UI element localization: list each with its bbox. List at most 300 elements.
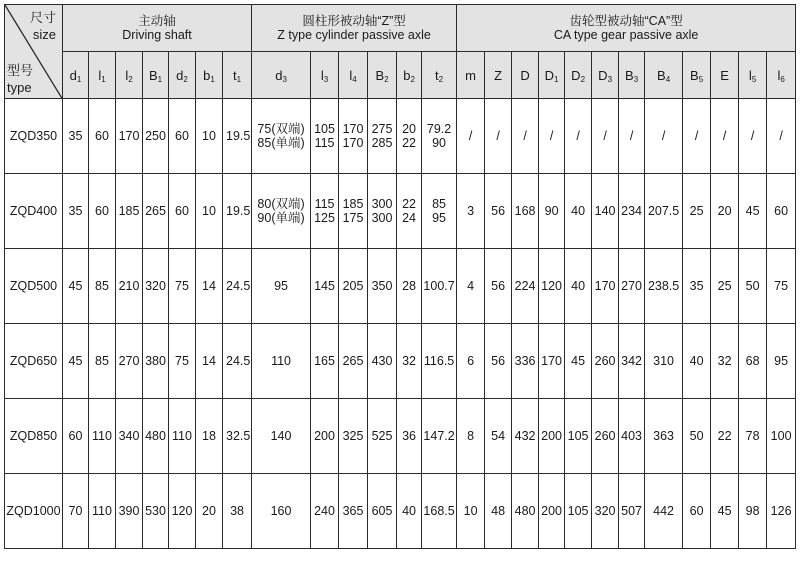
cell-value: 234 — [621, 204, 643, 218]
column-subscript: 2 — [438, 74, 444, 84]
value-cell — [311, 324, 339, 399]
value-cell — [89, 249, 116, 324]
cell-value: 75 — [175, 354, 189, 368]
column-symbol: l — [125, 67, 129, 83]
value-cell — [711, 399, 739, 474]
model-type-cell: ZQD850 — [5, 399, 63, 474]
column-subscript: 2 — [384, 74, 389, 84]
cell-value: 22 — [717, 429, 732, 443]
value-cell — [767, 99, 796, 174]
cell-value: 22 — [402, 136, 416, 150]
cell-value: 310 — [653, 354, 675, 368]
cell-value: 140 — [594, 204, 616, 218]
cell-value: 160 — [270, 504, 292, 518]
group-header-row — [5, 5, 796, 52]
cell-value: 110 — [92, 429, 112, 443]
cell-value: 270 — [118, 354, 140, 368]
value-cell — [397, 99, 422, 174]
cell-value: 325 — [342, 429, 364, 443]
cell-value: / — [750, 129, 755, 143]
cell-value: 45 — [717, 504, 732, 518]
value-cell — [592, 99, 619, 174]
column-symbol: d — [176, 67, 184, 83]
column-subscript: 3 — [633, 74, 639, 84]
cell-value: 507 — [621, 504, 643, 518]
value-cell — [683, 324, 711, 399]
cell-value: 32.5 — [226, 429, 251, 443]
value-cell — [565, 249, 592, 324]
value-cell — [89, 99, 116, 174]
model-type-cell: ZQD350 — [5, 99, 63, 174]
value-cell — [63, 99, 89, 174]
value-cell — [739, 174, 767, 249]
value-cell — [739, 399, 767, 474]
value-cell — [645, 474, 683, 549]
cell-value: 40 — [571, 204, 586, 218]
cell-value: 85(单端) — [257, 136, 305, 150]
value-cell — [368, 324, 397, 399]
cell-value: 165 — [314, 354, 335, 368]
value-cell — [422, 99, 457, 174]
value-cell — [252, 324, 311, 399]
cell-value: 40 — [402, 504, 416, 518]
column-header — [512, 52, 539, 99]
cell-value: 185 — [118, 204, 140, 218]
value-cell — [683, 174, 711, 249]
cell-value: 403 — [621, 429, 643, 443]
cell-value: 20 — [202, 504, 216, 518]
value-cell — [89, 474, 116, 549]
cell-value: 45 — [68, 354, 83, 368]
column-symbol: D — [598, 67, 608, 83]
cell-value: 80(双端) — [257, 197, 305, 211]
value-cell — [619, 474, 645, 549]
cell-value: 250 — [145, 129, 166, 143]
cell-value: 336 — [514, 354, 536, 368]
value-cell — [711, 99, 739, 174]
value-cell — [645, 249, 683, 324]
cell-value: 98 — [745, 504, 760, 518]
value-cell — [63, 174, 89, 249]
value-cell — [339, 249, 368, 324]
value-cell — [512, 99, 539, 174]
cell-value: 18 — [202, 429, 216, 443]
value-cell — [619, 99, 645, 174]
group-title-cn: 主动轴 — [138, 14, 176, 28]
cell-value: 40 — [571, 279, 586, 293]
column-header — [223, 52, 252, 99]
column-symbol: B — [625, 67, 634, 83]
value-cell — [311, 99, 339, 174]
cell-value: 60 — [95, 204, 109, 218]
value-cell — [457, 399, 485, 474]
value-cell — [422, 249, 457, 324]
value-cell — [116, 399, 143, 474]
value-cell — [368, 99, 397, 174]
cell-value: 79.2 — [426, 122, 452, 136]
cell-value: 22 — [402, 197, 416, 211]
value-cell — [683, 249, 711, 324]
value-cell — [711, 174, 739, 249]
size-label — [30, 9, 56, 43]
column-symbol: Z — [494, 67, 503, 83]
cell-value: 40 — [689, 354, 704, 368]
cell-value: 35 — [68, 204, 83, 218]
group-z-type-axle — [252, 5, 457, 52]
column-symbol: t — [232, 67, 237, 83]
value-cell — [539, 399, 565, 474]
value-cell — [196, 249, 223, 324]
cell-value: 110 — [92, 504, 112, 518]
value-cell — [485, 249, 512, 324]
cell-value: 275 — [371, 122, 393, 136]
cell-value: 105 — [567, 504, 589, 518]
column-subscript: 4 — [352, 74, 357, 84]
column-subscript: 2 — [580, 74, 586, 84]
value-cell — [169, 399, 196, 474]
cell-value: 320 — [594, 504, 616, 518]
cell-value: 265 — [342, 354, 364, 368]
value-cell — [143, 399, 169, 474]
value-cell — [169, 474, 196, 549]
value-cell — [252, 99, 311, 174]
column-subscript: 1 — [554, 74, 559, 84]
cell-value: 340 — [118, 429, 140, 443]
value-cell — [565, 174, 592, 249]
cell-value: 60 — [175, 129, 189, 143]
column-header — [311, 52, 339, 99]
column-subscript: 2 — [183, 74, 188, 84]
column-symbol: l — [777, 67, 781, 83]
cell-value: 95 — [274, 279, 288, 293]
column-header — [711, 52, 739, 99]
cell-value: 25 — [689, 204, 704, 218]
value-cell — [339, 99, 368, 174]
value-cell — [89, 324, 116, 399]
value-cell — [196, 324, 223, 399]
cell-value: 260 — [594, 429, 616, 443]
table-body — [5, 99, 796, 549]
cell-value: / — [722, 129, 727, 143]
value-cell — [645, 324, 683, 399]
value-cell — [169, 249, 196, 324]
value-cell — [169, 99, 196, 174]
cell-value: 90 — [544, 204, 559, 218]
value-cell — [143, 174, 169, 249]
cell-value: / — [779, 129, 783, 143]
value-cell — [457, 99, 485, 174]
cell-value: 365 — [342, 504, 364, 518]
cell-value: 14 — [202, 354, 216, 368]
value-cell — [539, 324, 565, 399]
cell-value: 115 — [314, 197, 335, 211]
cell-value: 35 — [68, 129, 83, 143]
column-header — [368, 52, 397, 99]
cell-value: 56 — [491, 354, 506, 368]
cell-value: 95 — [432, 211, 447, 225]
cell-value: / — [549, 129, 554, 143]
cell-value: / — [576, 129, 580, 143]
cell-value: / — [496, 129, 500, 143]
cell-value: 75 — [774, 279, 789, 293]
cell-value: 60 — [175, 204, 189, 218]
size-label-cn: 尺寸 — [29, 10, 56, 25]
cell-value: 240 — [314, 504, 335, 518]
column-header — [339, 52, 368, 99]
column-symbol: m — [465, 67, 477, 83]
cell-value: 390 — [118, 504, 140, 518]
cell-value: 105 — [567, 429, 589, 443]
column-subscript: 1 — [210, 74, 215, 84]
cell-value: 265 — [145, 204, 166, 218]
column-header — [397, 52, 422, 99]
cell-value: / — [694, 129, 699, 143]
group-title-en: CA type gear passive axle — [553, 28, 699, 42]
cell-value: 25 — [717, 279, 732, 293]
column-symbol: l — [748, 67, 752, 83]
column-header — [89, 52, 116, 99]
column-symbol: B — [148, 67, 158, 83]
cell-value: 442 — [653, 504, 675, 518]
cell-value: 125 — [314, 211, 335, 225]
value-cell — [368, 399, 397, 474]
column-subscript: 5 — [698, 74, 704, 84]
table-row — [5, 399, 796, 474]
value-cell — [457, 474, 485, 549]
cell-value: 78 — [745, 429, 760, 443]
cell-value: 168 — [514, 204, 536, 218]
cell-value: / — [629, 129, 634, 143]
column-header — [143, 52, 169, 99]
value-cell — [368, 474, 397, 549]
cell-value: 380 — [145, 354, 166, 368]
group-title-en: Z type cylinder passive axle — [277, 28, 431, 42]
value-cell — [485, 174, 512, 249]
value-cell — [143, 474, 169, 549]
value-cell — [592, 474, 619, 549]
table-row — [5, 324, 796, 399]
value-cell — [512, 399, 539, 474]
column-subscript: 1 — [236, 74, 242, 84]
value-cell — [339, 474, 368, 549]
value-cell — [539, 474, 565, 549]
cell-value: 48 — [491, 504, 506, 518]
cell-value: 56 — [491, 204, 506, 218]
value-cell — [196, 174, 223, 249]
value-cell — [767, 399, 796, 474]
value-cell — [739, 99, 767, 174]
cell-value: 525 — [371, 429, 393, 443]
size-label-en: size — [32, 27, 56, 42]
value-cell — [397, 399, 422, 474]
column-subscript: 2 — [410, 74, 415, 84]
value-cell — [485, 99, 512, 174]
cell-value: 210 — [118, 279, 140, 293]
column-symbol: B — [690, 67, 699, 83]
value-cell — [311, 474, 339, 549]
cell-value: 70 — [68, 504, 83, 518]
value-cell — [767, 324, 796, 399]
value-cell — [565, 99, 592, 174]
value-cell — [619, 249, 645, 324]
value-cell — [422, 474, 457, 549]
value-cell — [339, 174, 368, 249]
value-cell — [223, 399, 252, 474]
cell-value: 95 — [774, 354, 789, 368]
value-cell — [397, 324, 422, 399]
table-row — [5, 249, 796, 324]
group-driving-shaft — [63, 5, 252, 52]
cell-value: 45 — [745, 204, 760, 218]
value-cell — [397, 174, 422, 249]
model-type-cell: ZQD650 — [5, 324, 63, 399]
cell-value: 32 — [402, 354, 416, 368]
cell-value: 75 — [175, 279, 189, 293]
cell-value: 200 — [541, 429, 563, 443]
column-subscript: 1 — [157, 74, 163, 84]
group-title-en: Driving shaft — [122, 28, 192, 42]
value-cell — [311, 399, 339, 474]
value-cell — [116, 474, 143, 549]
column-symbol: D — [520, 67, 530, 83]
column-subscript: 5 — [751, 74, 757, 84]
column-header — [422, 52, 457, 99]
cell-value: 50 — [745, 279, 760, 293]
cell-value: 432 — [514, 429, 536, 443]
cell-value: 28 — [402, 279, 416, 293]
value-cell — [397, 249, 422, 324]
value-cell — [711, 249, 739, 324]
column-symbol: B — [375, 67, 385, 83]
cell-value: 170 — [342, 122, 364, 136]
column-header — [539, 52, 565, 99]
value-cell — [116, 324, 143, 399]
column-subscript: 3 — [607, 74, 613, 84]
cell-value: 480 — [145, 429, 166, 443]
cell-value: 147.2 — [423, 429, 455, 443]
column-symbol: E — [720, 67, 729, 83]
cell-value: 300 — [371, 211, 393, 225]
cell-value: 68 — [745, 354, 760, 368]
cell-value: 8 — [467, 429, 475, 443]
cell-value: 224 — [514, 279, 536, 293]
column-header — [485, 52, 512, 99]
column-header — [252, 52, 311, 99]
cell-value: 285 — [371, 136, 393, 150]
column-header — [196, 52, 223, 99]
value-cell — [169, 174, 196, 249]
table-row — [5, 474, 796, 549]
column-symbol: D — [571, 67, 581, 83]
value-cell — [645, 99, 683, 174]
value-cell — [368, 174, 397, 249]
cell-value: 110 — [172, 429, 192, 443]
cell-value: 36 — [402, 429, 416, 443]
value-cell — [311, 249, 339, 324]
value-cell — [223, 99, 252, 174]
cell-value: 170 — [342, 136, 364, 150]
value-cell — [116, 249, 143, 324]
cell-value: 60 — [774, 204, 789, 218]
cell-value: 60 — [95, 129, 109, 143]
value-cell — [592, 174, 619, 249]
cell-value: 170 — [541, 354, 563, 368]
cell-value: 10 — [202, 129, 216, 143]
value-cell — [592, 324, 619, 399]
column-subscript: 3 — [282, 74, 287, 84]
cell-value: 14 — [202, 279, 216, 293]
cell-value: 260 — [594, 354, 616, 368]
cell-value: 105 — [314, 122, 335, 136]
value-cell — [196, 399, 223, 474]
cell-value: 24.5 — [226, 279, 251, 293]
cell-value: 38 — [230, 504, 244, 518]
cell-value: 185 — [342, 197, 364, 211]
value-cell — [339, 399, 368, 474]
value-cell — [645, 174, 683, 249]
value-cell — [457, 324, 485, 399]
column-symbol: l — [98, 67, 102, 83]
value-cell — [311, 174, 339, 249]
value-cell — [512, 474, 539, 549]
value-cell — [539, 99, 565, 174]
value-cell — [565, 399, 592, 474]
cell-value: / — [603, 129, 607, 143]
cell-value: 60 — [68, 429, 83, 443]
cell-value: 32 — [717, 354, 732, 368]
cell-value: 205 — [342, 279, 364, 293]
column-subscript: 3 — [323, 74, 329, 84]
value-cell — [592, 399, 619, 474]
column-subscript: 2 — [128, 74, 133, 84]
value-cell — [223, 324, 252, 399]
cell-value: 120 — [541, 279, 563, 293]
value-cell — [63, 399, 89, 474]
column-header — [169, 52, 196, 99]
cell-value: / — [661, 129, 666, 143]
spec-table — [4, 4, 796, 549]
table-row — [5, 174, 796, 249]
cell-value: 145 — [314, 279, 335, 293]
cell-value: 530 — [145, 504, 166, 518]
cell-value: 605 — [371, 504, 393, 518]
cell-value: 75(双端) — [257, 122, 305, 136]
cell-value: 60 — [689, 504, 704, 518]
column-header — [592, 52, 619, 99]
cell-value: 168.5 — [423, 504, 455, 518]
cell-value: 24 — [402, 211, 416, 225]
value-cell — [422, 324, 457, 399]
cell-value: 300 — [371, 197, 393, 211]
column-header — [645, 52, 683, 99]
value-cell — [368, 249, 397, 324]
column-symbol: b — [403, 67, 411, 83]
cell-value: 126 — [770, 504, 792, 518]
value-cell — [619, 399, 645, 474]
value-cell — [739, 324, 767, 399]
value-cell — [252, 474, 311, 549]
value-cell — [739, 249, 767, 324]
cell-value: 3 — [467, 204, 475, 218]
value-cell — [143, 324, 169, 399]
value-cell — [485, 399, 512, 474]
value-cell — [252, 249, 311, 324]
value-cell — [512, 324, 539, 399]
value-cell — [683, 399, 711, 474]
value-cell — [711, 324, 739, 399]
value-cell — [196, 474, 223, 549]
value-cell — [63, 249, 89, 324]
